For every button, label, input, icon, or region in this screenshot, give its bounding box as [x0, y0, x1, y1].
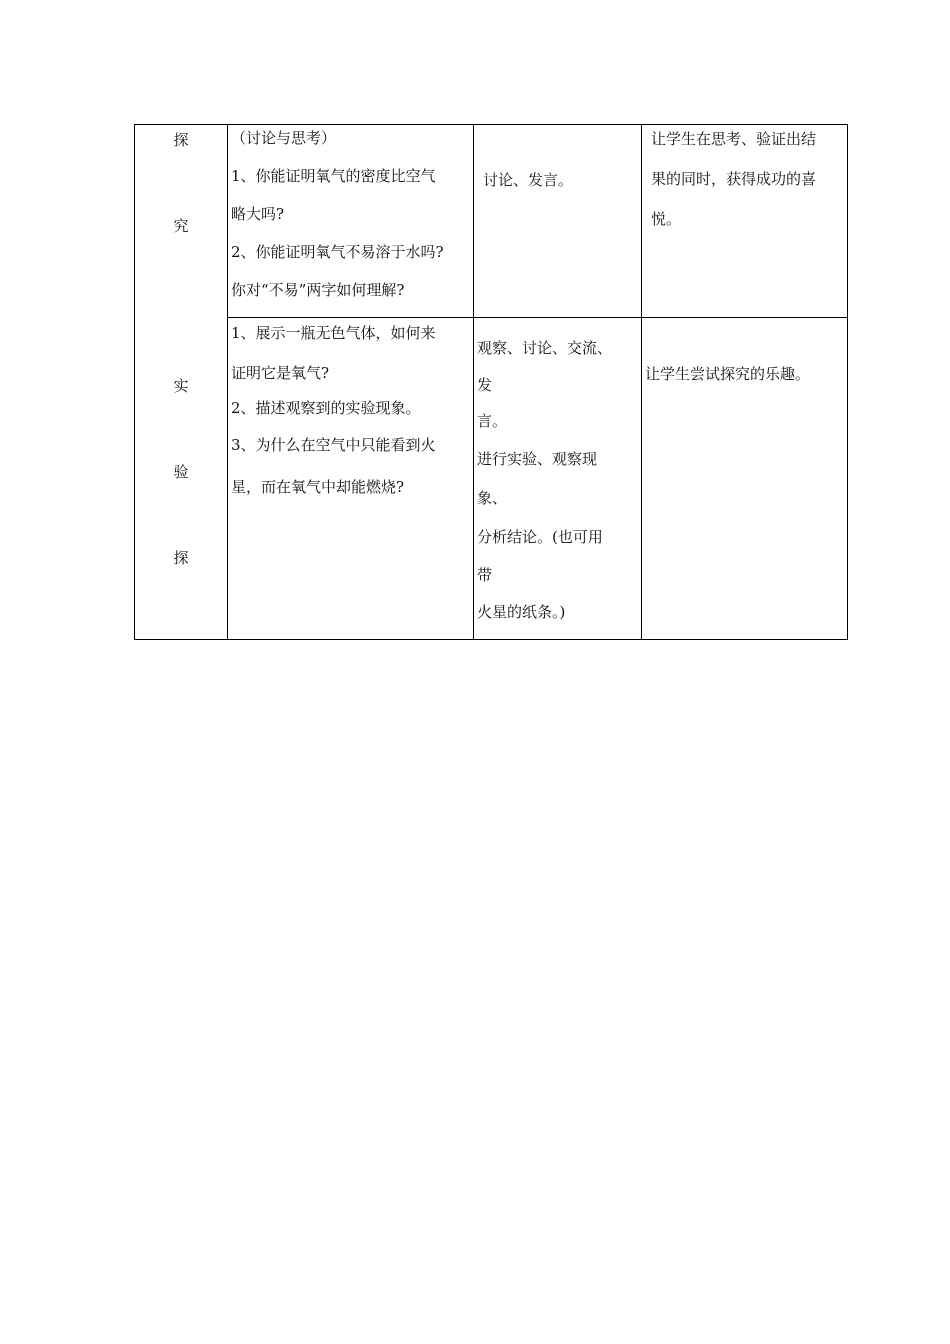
student-line: 带: [477, 566, 493, 584]
side-label: 探: [173, 549, 189, 567]
student-line: 发: [477, 376, 493, 394]
content-line: 星，而在氧气中却能燃烧?: [231, 478, 405, 496]
content-line: 3、为什么在空气中只能看到火: [231, 436, 436, 454]
intent-line: 让学生尝试探究的乐趣。: [645, 365, 811, 383]
student-line: 观察、讨论、交流、: [477, 339, 613, 357]
student-line: 分析结论。(也可用: [477, 528, 603, 546]
content-line: 2、描述观察到的实验现象。: [231, 399, 421, 417]
column-divider: [227, 125, 228, 639]
student-line: 火星的纸条。): [477, 603, 566, 621]
student-line: 进行实验、观察现: [477, 450, 598, 468]
student-line: 讨论、发言。: [483, 171, 574, 189]
intent-cell-row1: [651, 119, 847, 239]
content-cell-row1: [231, 119, 471, 309]
content-line: 1、你能证明氧气的密度比空气: [231, 167, 436, 185]
side-label: 探: [173, 131, 189, 149]
intent-line: 果的同时，获得成功的喜: [651, 170, 817, 188]
content-line: 你对“不易”两字如何理解?: [231, 281, 405, 299]
intent-line: 悦。: [651, 210, 682, 228]
content-line: 2、你能证明氧气不易溶于水吗?: [231, 243, 444, 261]
side-label: 验: [173, 463, 189, 481]
student-line: 象、: [477, 489, 508, 507]
intent-line: 让学生在思考、验证出结: [651, 130, 817, 148]
side-label: 实: [173, 377, 189, 395]
content-cell-row2: [231, 313, 471, 507]
lesson-table: [134, 124, 848, 640]
content-line: 证明它是氧气?: [231, 364, 330, 382]
content-line: 略大吗?: [231, 205, 285, 223]
student-cell-row1: [483, 161, 639, 199]
content-line: （讨论与思考）: [231, 129, 337, 147]
student-line: 言。: [477, 412, 508, 430]
intent-cell-row2: [645, 355, 845, 393]
side-label: 究: [173, 217, 189, 235]
content-line: 1、展示一瓶无色气体，如何来: [231, 324, 436, 342]
column-divider: [641, 125, 642, 639]
student-cell-row2: [477, 330, 639, 631]
column-divider: [473, 125, 474, 639]
